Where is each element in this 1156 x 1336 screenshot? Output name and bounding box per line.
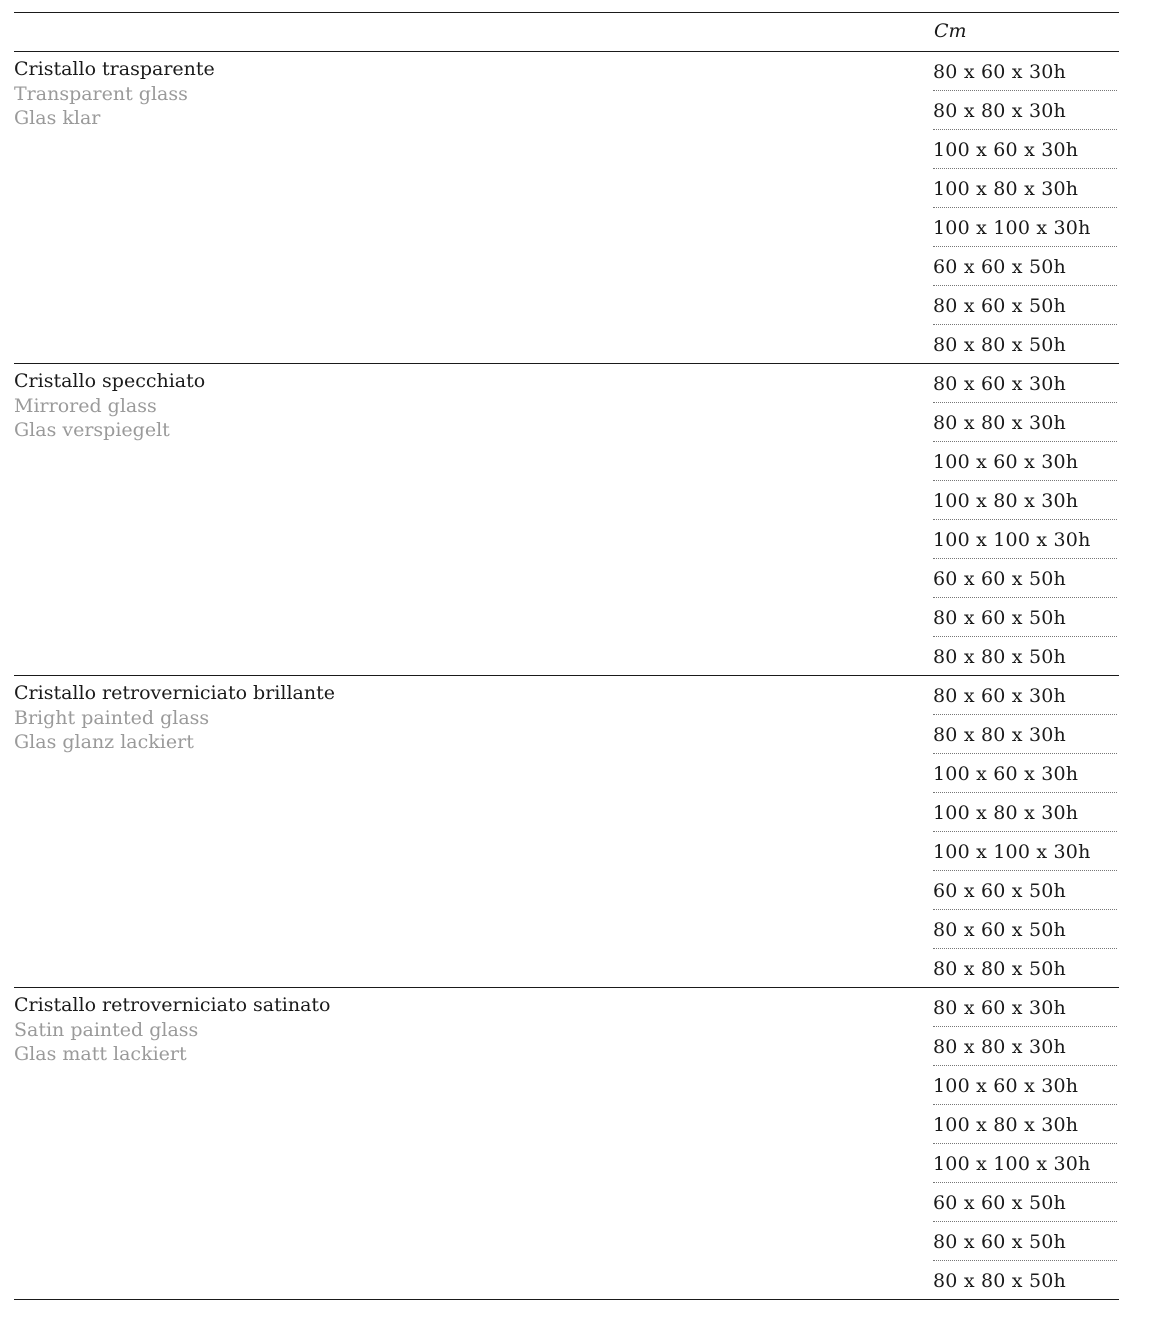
size-item: 80 x 60 x 30h [933, 988, 1117, 1027]
size-item: 80 x 60 x 30h [933, 364, 1117, 403]
size-item: 60 x 60 x 50h [933, 871, 1117, 910]
unit-label: Cm [934, 20, 967, 42]
product-name-english: Bright painted glass [14, 706, 210, 729]
size-item: 80 x 60 x 30h [933, 676, 1117, 715]
product-name-italian: Cristallo retroverniciato satinato [14, 994, 331, 1016]
size-item: 80 x 80 x 30h [933, 715, 1117, 754]
product-names [14, 993, 894, 1067]
product-group [14, 364, 1119, 676]
size-item: 100 x 60 x 30h [933, 754, 1117, 793]
size-list [933, 988, 1117, 1299]
size-item: 80 x 80 x 30h [933, 1027, 1117, 1066]
dimensions-table [14, 12, 1119, 1300]
size-item: 80 x 60 x 50h [933, 910, 1117, 949]
table-header [14, 13, 1119, 52]
size-item: 100 x 80 x 30h [933, 793, 1117, 832]
size-item: 80 x 80 x 50h [933, 1270, 1066, 1292]
size-item: 60 x 60 x 50h [933, 559, 1117, 598]
size-item: 100 x 100 x 30h [933, 832, 1117, 871]
product-name-english: Satin painted glass [14, 1018, 199, 1041]
size-list [933, 52, 1117, 363]
size-item: 100 x 80 x 30h [933, 481, 1117, 520]
size-list [933, 364, 1117, 675]
size-list [933, 676, 1117, 987]
size-item: 100 x 60 x 30h [933, 442, 1117, 481]
product-names [14, 681, 894, 755]
size-item: 80 x 80 x 30h [933, 91, 1117, 130]
product-name-german: Glas matt lackiert [14, 1043, 187, 1065]
product-group [14, 988, 1119, 1300]
size-item: 100 x 60 x 30h [933, 1066, 1117, 1105]
product-name-german: Glas glanz lackiert [14, 731, 194, 753]
product-names [14, 57, 894, 131]
product-name-english: Mirrored glass [14, 394, 157, 417]
size-item: 100 x 80 x 30h [933, 169, 1117, 208]
size-item: 80 x 60 x 50h [933, 286, 1117, 325]
size-item: 80 x 60 x 30h [933, 52, 1117, 91]
size-item: 100 x 100 x 30h [933, 520, 1117, 559]
product-group [14, 52, 1119, 364]
size-item: 80 x 80 x 50h [933, 958, 1066, 980]
size-item: 60 x 60 x 50h [933, 247, 1117, 286]
size-item: 80 x 60 x 50h [933, 598, 1117, 637]
product-names [14, 369, 894, 443]
product-name-italian: Cristallo specchiato [14, 370, 206, 392]
size-item: 80 x 60 x 50h [933, 1222, 1117, 1261]
size-item: 80 x 80 x 30h [933, 403, 1117, 442]
size-item: 100 x 80 x 30h [933, 1105, 1117, 1144]
product-name-english: Transparent glass [14, 82, 188, 105]
product-name-german: Glas verspiegelt [14, 419, 170, 441]
product-name-italian: Cristallo retroverniciato brillante [14, 682, 335, 704]
size-item: 100 x 100 x 30h [933, 208, 1117, 247]
size-item: 60 x 60 x 50h [933, 1183, 1117, 1222]
size-item: 100 x 100 x 30h [933, 1144, 1117, 1183]
product-group [14, 676, 1119, 988]
size-item: 80 x 80 x 50h [933, 646, 1066, 668]
size-item: 80 x 80 x 50h [933, 334, 1066, 356]
product-name-german: Glas klar [14, 107, 101, 129]
size-item: 100 x 60 x 30h [933, 130, 1117, 169]
product-name-italian: Cristallo trasparente [14, 58, 215, 80]
